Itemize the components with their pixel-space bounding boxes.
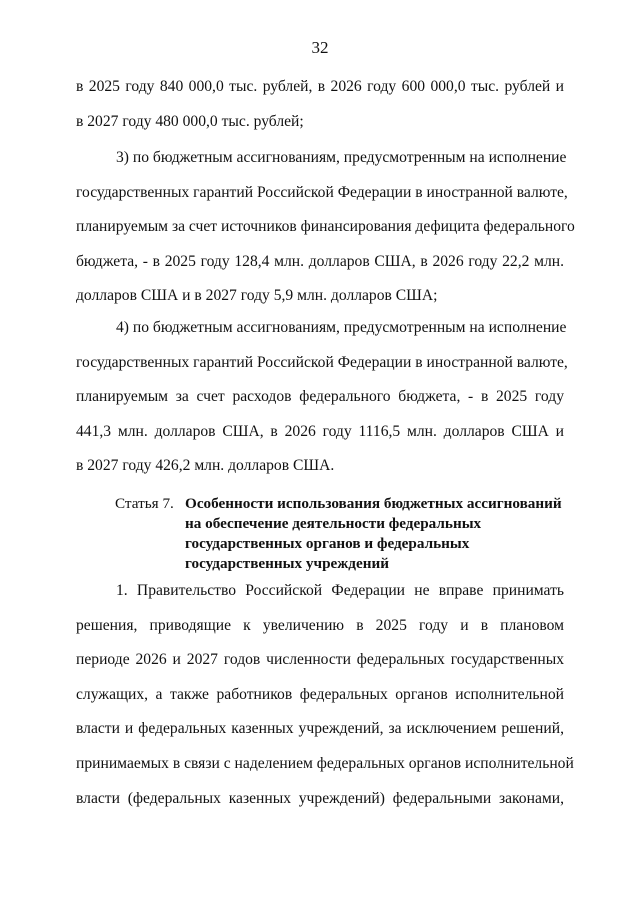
text-line: 441,3 млн. долларов США, в 2026 году 1116,5 млн. долларов США и — [76, 422, 564, 440]
page-number: 32 — [311, 38, 329, 57]
article-title-line: Особенности использования бюджетных ассигнований — [185, 495, 562, 512]
article-title-line: государственных органов и федеральных — [185, 535, 470, 552]
text-line: в 2027 году 480 000,0 тыс. рублей; — [76, 112, 304, 130]
text-line: планируемым за счет источников финансирования дефицита федерального — [76, 218, 575, 236]
article-label: Статья 7. — [115, 495, 174, 512]
text-line: в 2027 году 426,2 млн. долларов США. — [76, 457, 335, 475]
text-line: государственных гарантий Российской Федерации в иностранной валюте, — [76, 353, 568, 371]
text-line: служащих, а также работников федеральных органов исполнительной — [76, 685, 564, 703]
text-line: долларов США и в 2027 году 5,9 млн. долларов США; — [76, 287, 438, 305]
paragraph-1 — [76, 574, 574, 816]
paragraph-continuation — [76, 70, 564, 139]
list-item-3 — [76, 141, 575, 314]
text-line: власти и федеральных казенных учреждений, за исключением решений, — [76, 720, 564, 738]
text-line: 3) по бюджетным ассигнованиям, предусмотренным на исполнение — [116, 149, 567, 166]
text-line: в 2025 году 840 000,0 тыс. рублей, в 2026 году 600 000,0 тыс. рублей и — [76, 78, 564, 95]
text-line: периоде 2026 и 2027 годов численности федеральных государственных — [76, 651, 564, 669]
text-line: бюджета, - в 2025 году 128,4 млн. долларов США, в 2026 году 22,2 млн. — [76, 252, 564, 270]
list-item-4 — [76, 311, 568, 484]
text-line: 4) по бюджетным ассигнованиям, предусмотренным на исполнение — [116, 319, 567, 336]
text-line: принимаемых в связи с наделением федеральных органов исполнительной — [76, 754, 574, 772]
article-title-line: на обеспечение деятельности федеральных — [185, 515, 482, 532]
article-title — [185, 494, 575, 574]
text-line: власти (федеральных казенных учреждений) федеральными законами, — [76, 789, 564, 807]
text-line: планируемым за счет расходов федерального бюджета, - в 2025 году — [76, 388, 564, 406]
text-line: 1. Правительство Российской Федерации не вправе принимать — [116, 582, 564, 599]
text-line: решения, приводящие к увеличению в 2025 году и в плановом — [76, 616, 564, 634]
text-line: государственных гарантий Российской Федерации в иностранной валюте, — [76, 183, 568, 201]
article-title-line: государственных учреждений — [185, 555, 389, 572]
